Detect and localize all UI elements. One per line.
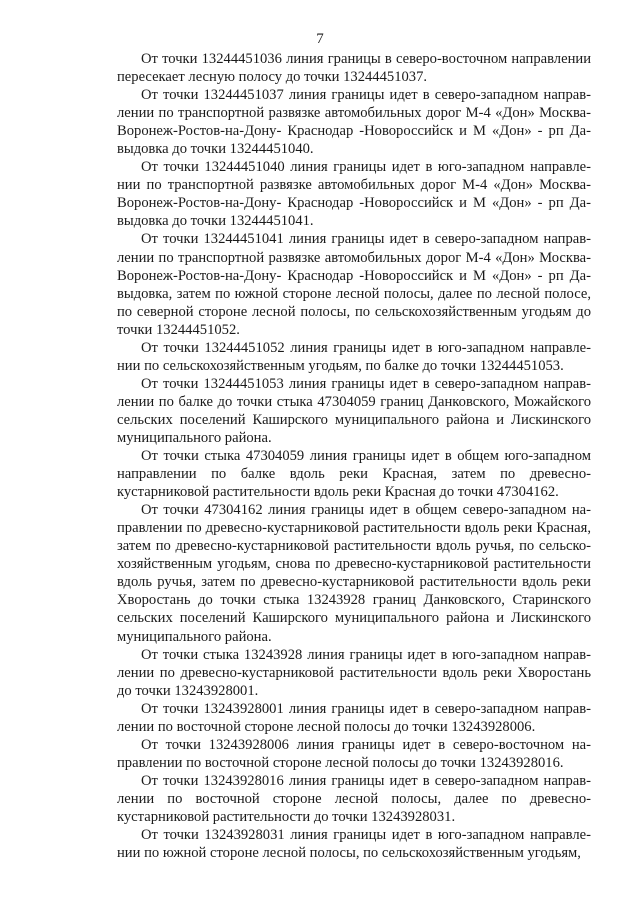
paragraph: От точки 13244451052 линия границы идет в юго-западном направлении по сельскохозяйственным угодьям, по балке до точки 13244451053. — [117, 339, 591, 374]
paragraph: От точки 13243928031 линия границы идет в юго-западном направлении по южной стороне лесной полосы, по сельскохозяйственным угодьям, — [117, 827, 591, 862]
page-number: 7 — [316, 31, 324, 47]
paragraph: От точки 13244451053 линия границы идет в северо-западном направлении по балке до точки стыка 47304059 границ Данковского, Можайского сельских поселений Каширского муниципального района и Лискинского муниципального района. — [117, 375, 591, 446]
paragraph: От точки 47304162 линия границы идет в общем северо-западном направлении по древесно-кустарниковой растительности вдоль реки Красная, затем по древесно-кустарниковой растительности вдоль ручья, по сельскохозяйственным угодьям, снова по древесно-кустарниковой растительности вдоль ручья, затем по древесно-кустарниковой растительности вдоль реки Хворостань до точки стыка 13243928 границ Данковского, Старинского сельских поселений Каширского муниципального района и Лискинского муниципального района. — [117, 502, 591, 645]
paragraph: От точки 13243928006 линия границы идет в северо-восточном направлении по восточной стороне лесной полосы до точки 13243928016. — [117, 736, 591, 771]
paragraph: От точки 13244451041 линия границы идет в северо-западном направлении по транспортной развязке автомобильных дорог М-4 «Дон» Москва-Воронеж-Ростов-на-Дону- Краснодар -Новороссийск и М «Дон» - рп Давыдовка, затем по южной стороне лесной полосы, далее по лесной полосе, по северной стороне лесной полосы, по сельскохозяйственным угодьям до точки 13244451052. — [117, 231, 591, 338]
paragraph: От точки стыка 47304059 линия границы идет в общем юго-западном направлении по балке вдоль реки Красная, затем по древесно-кустарниковой растительности вдоль реки Красная до точки 47304162. — [117, 448, 591, 501]
paragraph: От точки 13244451036 линия границы в северо-восточном направлении пересекает лесную полосу до точки 13244451037. — [117, 51, 591, 86]
paragraph: От точки 13243928016 линия границы идет в северо-западном направлении по восточной стороне лесной полосы, далее по древесно-кустарниковой растительности до точки 13243928031. — [117, 772, 591, 825]
paragraph: От точки 13243928001 линия границы идет в северо-западном направлении по восточной стороне лесной полосы до точки 13243928006. — [117, 700, 591, 735]
paragraph: От точки 13244451037 линия границы идет в северо-западном направлении по транспортной развязке автомобильных дорог М-4 «Дон» Москва-Воронеж-Ростов-на-Дону- Краснодар -Новороссийск и М «Дон» - рп Давыдовка до точки 13244451040. — [117, 87, 591, 158]
paragraph: От точки стыка 13243928 линия границы идет в юго-западном направлении по древесно-кустарниковой растительности вдоль реки Хворостань до точки 13243928001. — [117, 646, 591, 699]
paragraph: От точки 13244451040 линия границы идет в юго-западном направлении по транспортной развязке автомобильных дорог М-4 «Дон» Москва-Воронеж-Ростов-на-Дону- Краснодар -Новороссийск и М «Дон» - рп Давыдовка до точки 13244451041. — [117, 159, 591, 230]
document-body — [117, 50, 591, 862]
